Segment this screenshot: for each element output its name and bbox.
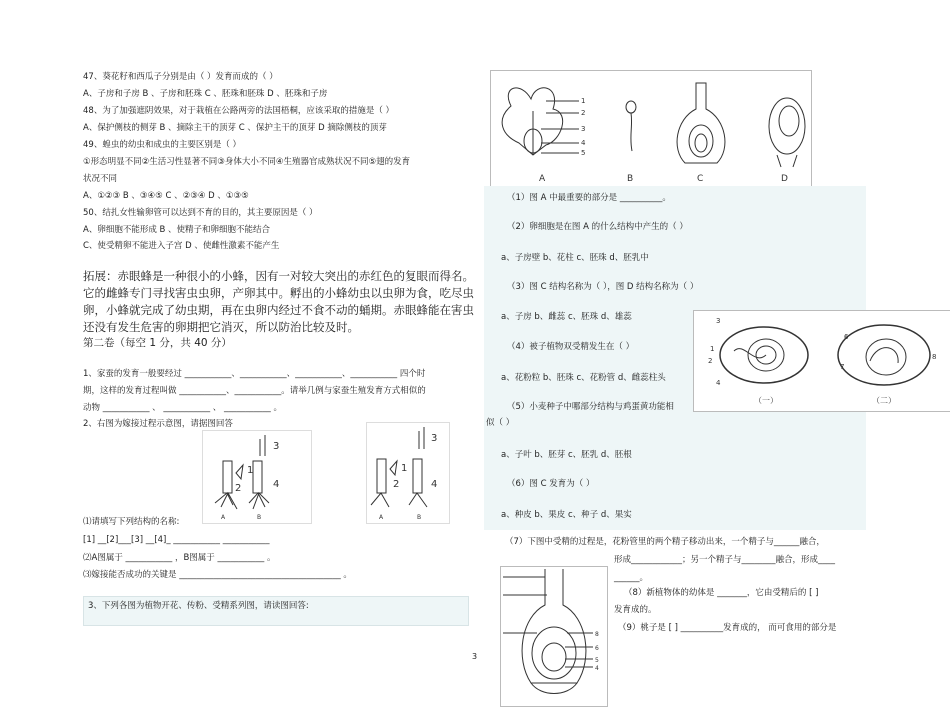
svg-text:A: A bbox=[379, 514, 384, 521]
r4-options: a、花粉粒 b、胚珠 c、花粉管 d、雌蕊柱头 bbox=[501, 373, 666, 383]
egg-figures bbox=[693, 310, 950, 412]
r8-line1: （8）新植物体的幼体是 _______，它由受精后的 [ ] bbox=[624, 588, 819, 598]
svg-text:3: 3 bbox=[273, 441, 280, 452]
svg-text:2: 2 bbox=[235, 483, 242, 494]
grafting-b-drawing bbox=[367, 423, 449, 523]
svg-text:6: 6 bbox=[595, 645, 599, 652]
fig-label-a: A bbox=[539, 174, 546, 184]
p3-title: 3、下列各图为植物开花、传粉、受精系列图，请读图回答: bbox=[88, 601, 309, 611]
p3-box bbox=[83, 596, 469, 626]
q50-options-1: A、卵细胞不能形成 B 、使精子和卵细胞不能结合 bbox=[83, 225, 271, 235]
p2-q3: ⑶嫁接能否成功的关键是 ______________________________________ 。 bbox=[83, 570, 352, 580]
svg-text:6: 6 bbox=[844, 333, 849, 341]
q49: 49、蝗虫的幼虫和成虫的主要区别是（ ） bbox=[83, 140, 242, 150]
svg-text:2: 2 bbox=[708, 357, 713, 365]
r5-options: a、子叶 b、胚芽 c、胚乳 d、胚根 bbox=[501, 450, 632, 460]
svg-text:1: 1 bbox=[581, 97, 586, 105]
extension-line2: 它的雌蜂专门寻找害虫虫卵，产卵其中。孵出的小蜂幼虫以虫卵为食，吃尽虫 bbox=[83, 286, 474, 300]
fertilization-figure bbox=[500, 566, 608, 707]
q48: 48、为了加强遮阴效果，对于栽植在公路两旁的法国梧桐，应该采取的措施是（ ） bbox=[83, 106, 395, 116]
svg-text:8: 8 bbox=[932, 353, 937, 361]
svg-text:8: 8 bbox=[595, 631, 599, 638]
r3: （3）图 C 结构名称为（ ），图 D 结构名称为（ ） bbox=[507, 282, 699, 292]
q49-text-line2: 状况不同 bbox=[83, 174, 118, 184]
svg-text:3: 3 bbox=[431, 433, 438, 444]
svg-text:1: 1 bbox=[710, 345, 715, 353]
fertilization-drawing bbox=[501, 567, 607, 706]
svg-text:4: 4 bbox=[716, 379, 721, 387]
fig-label-d: D bbox=[781, 174, 788, 184]
svg-text:4: 4 bbox=[581, 139, 586, 147]
svg-text:3: 3 bbox=[716, 317, 721, 325]
q50: 50、结扎女性输卵管可以达到不育的目的，其主要原因是（ ） bbox=[83, 208, 318, 218]
extension-line4: 还没有发生危害的卵期把它消灭，所以防治比较及时。 bbox=[83, 320, 359, 334]
r7-line3: ______。 bbox=[614, 573, 649, 583]
flower-figures bbox=[490, 70, 812, 187]
r7-line1: （7）下图中受精的过程是，花粉管里的两个精子移动出来，一个精子与______融合， bbox=[505, 537, 825, 547]
svg-text:5: 5 bbox=[595, 657, 599, 664]
svg-text:A: A bbox=[221, 514, 226, 521]
svg-text:B: B bbox=[417, 514, 422, 521]
r4: （4）被子植物双受精发生在（ ） bbox=[507, 342, 635, 352]
r8-line2: 发育成的。 bbox=[614, 605, 657, 615]
q49-options: A、①②③ B 、③④⑤ C 、②③④ D 、①③⑤ bbox=[83, 191, 249, 201]
grafting-figure-a bbox=[202, 430, 312, 524]
extension-line1: 拓展：赤眼蜂是一种很小的小蜂，因有一对较大突出的赤红色的复眼而得名。 bbox=[83, 269, 474, 283]
p2-q1: ⑴请填写下列结构的名称: bbox=[83, 517, 180, 527]
grafting-figure-b bbox=[366, 422, 450, 524]
p1-line1: 1、家蚕的发育一般要经过 ___________、___________、___________、___________ 四个时 bbox=[83, 369, 426, 379]
fig-label-c: C bbox=[697, 174, 704, 184]
p2-blanks: [1] __[2]___[3] __[4]_ ___________ ___________ bbox=[83, 535, 270, 545]
svg-text:3: 3 bbox=[581, 125, 586, 133]
flower-figures-drawing bbox=[491, 71, 811, 186]
svg-text:1: 1 bbox=[247, 465, 254, 476]
svg-text:4: 4 bbox=[595, 665, 599, 672]
r7-line2: 形成____________；另一个精子与________融合，形成____ bbox=[614, 555, 836, 565]
r9: （9）桃子是 [ ] __________发育成的， 而可食用的部分是 bbox=[618, 623, 837, 633]
egg-figures-drawing bbox=[694, 311, 950, 411]
r5-line1: （5）小麦种子中哪部分结构与鸡蛋黄功能相 bbox=[507, 402, 674, 412]
volume-two-heading: 第二卷（每空 1 分，共 40 分） bbox=[83, 337, 232, 349]
svg-text:2: 2 bbox=[581, 109, 586, 117]
r1: （1）图 A 中最重要的部分是 __________。 bbox=[507, 193, 671, 203]
r5-line2: 似（ ） bbox=[486, 418, 515, 428]
r6-options: a、种皮 b、果皮 c、种子 d、果实 bbox=[501, 510, 632, 520]
q48-options: A、保护侧枝的侧芽 B 、摘除主干的顶芽 C 、保护主干的顶芽 D 摘除侧枝的顶芽 bbox=[83, 123, 387, 133]
svg-text:1: 1 bbox=[401, 463, 408, 474]
p1-line2: 期，这样的发育过程叫做 ___________、___________。请举几例与家蚕生殖发育方式相似的 bbox=[83, 386, 426, 396]
r3-options: a、子房 b、雌蕊 c、胚珠 d、雄蕊 bbox=[501, 312, 632, 322]
p2-q2: ⑵A图属于 ___________ ，B图属于 ___________ 。 bbox=[83, 553, 276, 563]
svg-text:B: B bbox=[257, 514, 262, 521]
svg-text:4: 4 bbox=[273, 479, 280, 490]
grafting-a-drawing bbox=[203, 431, 311, 523]
fig-label-b: B bbox=[627, 174, 634, 184]
q47-options: A、子房和子房 B 、子房和胚珠 C 、胚珠和胚珠 D 、胚珠和子房 bbox=[83, 89, 328, 99]
svg-text:7: 7 bbox=[840, 363, 845, 371]
p2-title: 2、右图为嫁接过程示意图，请据图回答 bbox=[83, 419, 233, 429]
r2-options: a、子房壁 b、花柱 c、胚珠 d、胚乳中 bbox=[501, 253, 649, 263]
page-number: 3 bbox=[472, 652, 478, 661]
q47: 47、葵花籽和西瓜子分别是由（ ）发育而成的（ ） bbox=[83, 72, 278, 82]
q50-options-2: C、使受精卵不能进入子宫 D 、使雌性激素不能产生 bbox=[83, 241, 280, 251]
r6: （6）图 C 发育为（ ） bbox=[507, 479, 595, 489]
q49-text-line1: ①形态明显不同②生活习性显著不同③身体大小不同④生殖器官成熟状况不同⑤翅的发育 bbox=[83, 157, 411, 167]
egg-label-2: （二） bbox=[872, 396, 896, 405]
svg-text:4: 4 bbox=[431, 479, 438, 490]
p1-line3: 动物 ___________ 、 ___________ 、 ___________ 。 bbox=[83, 403, 282, 413]
svg-text:2: 2 bbox=[393, 479, 400, 490]
egg-label-1: （一） bbox=[754, 396, 778, 405]
extension-line3: 卵，小蜂就完成了幼虫期，再在虫卵内经过不食不动的蛹期。赤眼蜂能在害虫 bbox=[83, 303, 474, 317]
svg-text:5: 5 bbox=[581, 149, 586, 157]
r2: （2）卵细胞是在图 A 的什么结构中产生的（ ） bbox=[507, 222, 688, 232]
